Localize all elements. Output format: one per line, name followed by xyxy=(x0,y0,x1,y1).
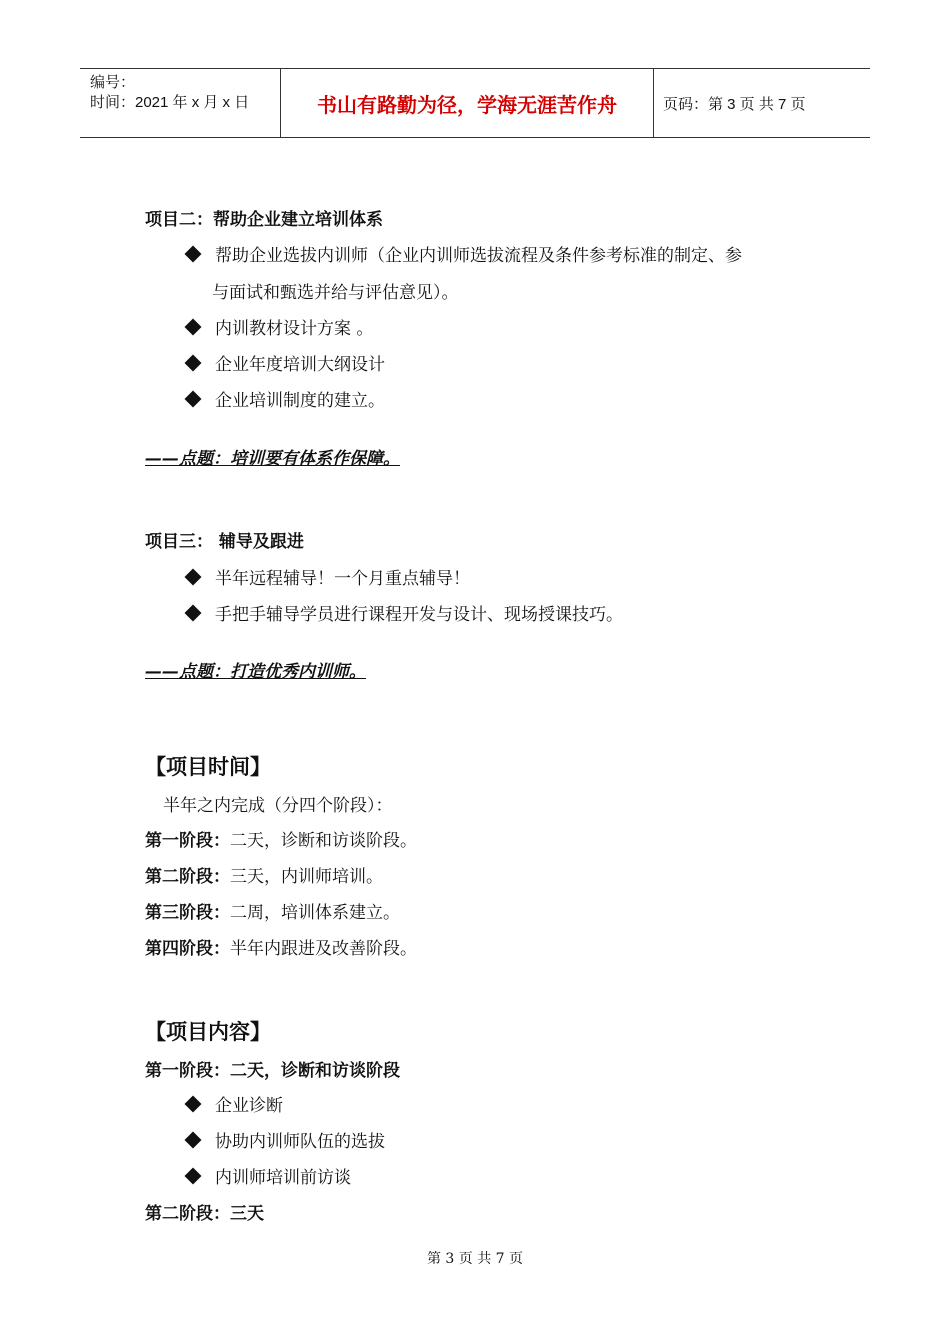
header-motto: 书山有路勤为径，学海无涯苦作舟 xyxy=(281,69,654,137)
diamond-bullet-icon xyxy=(185,1131,202,1148)
stage-text: 二天，诊断和访谈阶段。 xyxy=(230,831,417,851)
list-item-text: 半年远程辅导！一个月重点辅导！ xyxy=(215,569,470,589)
list-item-text: 手把手辅导学员进行课程开发与设计、现场授课技巧。 xyxy=(215,605,623,625)
section-heading-content: 【项目内容】 xyxy=(145,1020,271,1044)
list-item xyxy=(183,386,385,411)
list-item xyxy=(183,241,742,266)
section-heading-time: 【项目时间】 xyxy=(145,755,271,779)
stage-label: 第一阶段： xyxy=(145,831,230,851)
stage-label: 第三阶段： xyxy=(145,903,230,923)
stage-row xyxy=(145,862,383,887)
diamond-bullet-icon xyxy=(185,1167,202,1184)
diamond-bullet-icon xyxy=(185,604,202,621)
content-stage2-title: 第二阶段：三天 xyxy=(145,1204,264,1224)
list-item-continuation: 与面试和甄选并给与评估意见）。 xyxy=(212,283,459,303)
page-header xyxy=(80,68,870,138)
list-item-text: 内训教材设计方案 。 xyxy=(215,319,374,339)
list-item-text: 内训师培训前访谈 xyxy=(215,1168,351,1188)
stage-label: 第四阶段： xyxy=(145,939,230,959)
list-item-text: 企业诊断 xyxy=(215,1096,283,1116)
list-item-text: 帮助企业选拔内训师（企业内训师选拔流程及条件参考标准的制定、参 xyxy=(215,246,742,266)
stage-text: 二周，培训体系建立。 xyxy=(230,903,400,923)
number-label: 编号： xyxy=(90,74,136,91)
list-item xyxy=(183,564,470,589)
header-page-label: 页码：第 3 页 共 7 页 xyxy=(663,95,806,113)
project2-note: ——点题：培训要有体系作保障。 xyxy=(145,449,400,469)
project2-title: 项目二：帮助企业建立培训体系 xyxy=(145,210,383,230)
diamond-bullet-icon xyxy=(185,1095,202,1112)
diamond-bullet-icon xyxy=(185,318,202,335)
diamond-bullet-icon xyxy=(185,568,202,585)
list-item xyxy=(183,1127,385,1152)
content-stage1-title: 第一阶段：二天，诊断和访谈阶段 xyxy=(145,1061,400,1081)
stage-row xyxy=(145,826,417,851)
list-item xyxy=(183,1091,283,1116)
stage-text: 半年内跟进及改善阶段。 xyxy=(230,939,417,959)
list-item-text: 协助内训师队伍的选拔 xyxy=(215,1132,385,1152)
diamond-bullet-icon xyxy=(185,390,202,407)
list-item xyxy=(183,600,623,625)
list-item-text: 企业年度培训大纲设计 xyxy=(215,355,385,375)
stage-row xyxy=(145,934,417,959)
project3-note: ——点题：打造优秀内训师。 xyxy=(145,662,366,682)
stage-row xyxy=(145,898,400,923)
diamond-bullet-icon xyxy=(185,245,202,262)
header-meta xyxy=(80,69,281,137)
list-item xyxy=(183,350,385,375)
list-item xyxy=(183,1163,351,1188)
date-label: 时间：2021 年 x 月 x 日 xyxy=(90,94,250,111)
diamond-bullet-icon xyxy=(185,354,202,371)
stage-text: 三天，内训师培训。 xyxy=(230,867,383,887)
project3-title: 项目三： 辅导及跟进 xyxy=(145,532,304,552)
list-item xyxy=(183,314,373,339)
stage-label: 第二阶段： xyxy=(145,867,230,887)
list-item-text: 企业培训制度的建立。 xyxy=(215,391,385,411)
time-intro: 半年之内完成（分四个阶段）： xyxy=(163,796,393,816)
page-footer: 第 3 页 共 7 页 xyxy=(426,1251,524,1267)
